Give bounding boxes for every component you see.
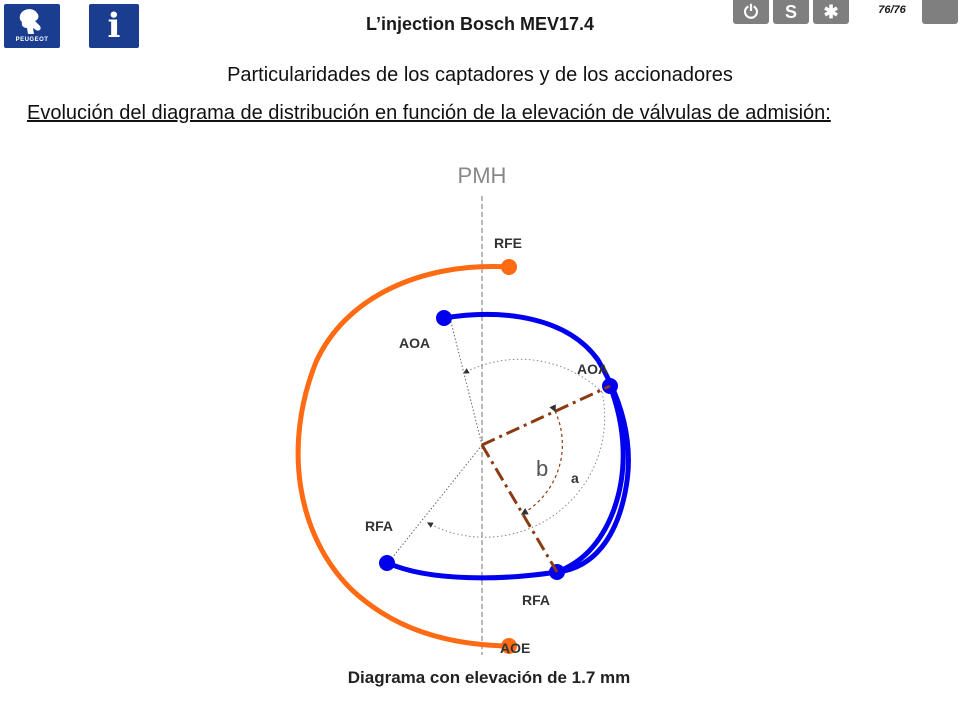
exhaust-arc bbox=[298, 267, 509, 646]
s-icon: S bbox=[784, 2, 797, 22]
rfa-left-label: RFA bbox=[365, 518, 393, 534]
intake-arc bbox=[388, 314, 628, 577]
rfa-left-point bbox=[379, 555, 395, 571]
angle-b-label: b bbox=[536, 456, 549, 481]
section-subtitle: Particularidades de los captadores y de los accionadores bbox=[227, 64, 733, 86]
variation-line-top bbox=[482, 386, 610, 445]
radial-aoa bbox=[450, 318, 482, 445]
radial-rfa bbox=[388, 445, 482, 563]
intake-arc-shift bbox=[557, 386, 623, 572]
rfe-label: RFE bbox=[494, 235, 522, 251]
rfa-bottom-label: RFA bbox=[522, 592, 550, 608]
power-icon: ⏻ bbox=[743, 2, 759, 22]
aoa-right-label: AOA bbox=[577, 361, 609, 377]
header-title: L’injection Bosch MEV17.4 bbox=[365, 14, 595, 34]
aoe-label: AOE bbox=[500, 640, 531, 656]
asterisk-icon: ✱ bbox=[823, 2, 839, 22]
guide-arc-rfa bbox=[428, 392, 605, 537]
aoa-left-point bbox=[436, 310, 452, 326]
angle-a-label: a bbox=[571, 470, 579, 486]
page-indicator: 76/76 bbox=[878, 4, 906, 16]
aoa-left-label: AOA bbox=[399, 335, 431, 351]
brand-label: PEUGEOT bbox=[15, 37, 49, 43]
info-icon: i bbox=[107, 6, 121, 46]
pmh-label: PMH bbox=[457, 163, 507, 188]
intro-text: Evolución del diagrama de distribución en función de la elevación de válvulas de admisión: bbox=[27, 102, 831, 124]
diagram-caption: Diagrama con elevación de 1.7 mm bbox=[347, 668, 631, 687]
rfe-point bbox=[501, 259, 517, 275]
